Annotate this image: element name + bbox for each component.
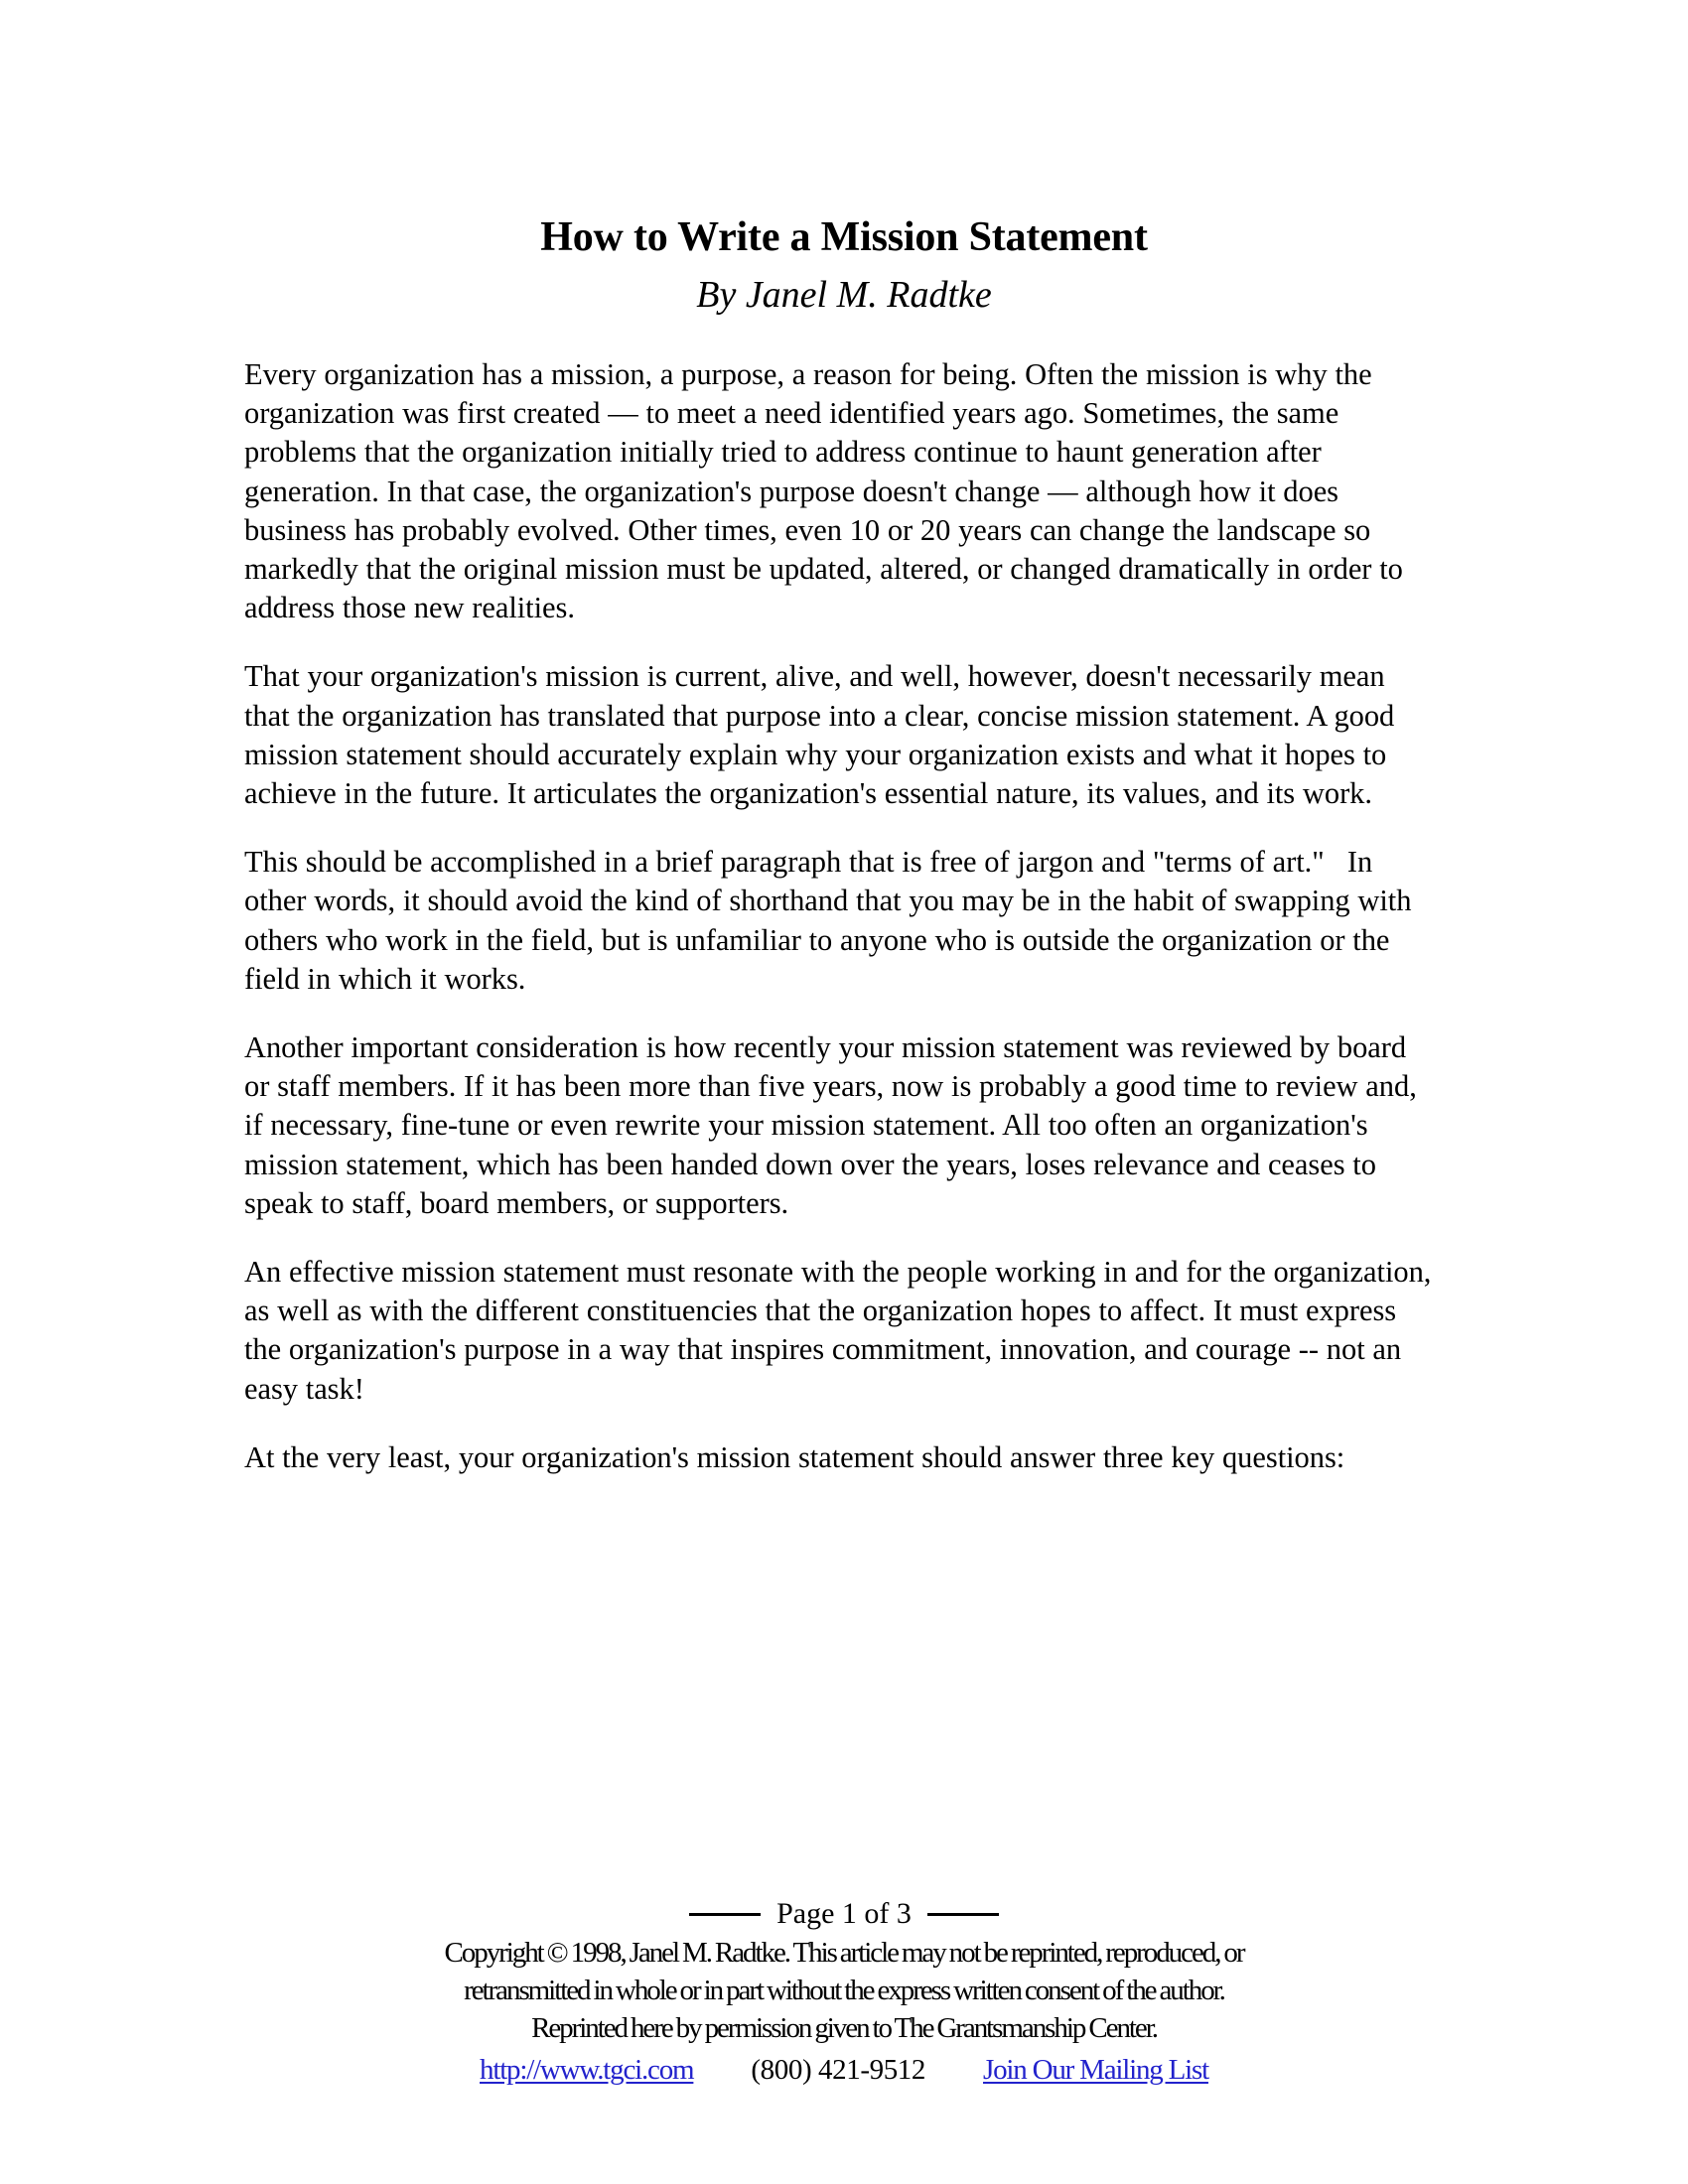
author-byline: By Janel M. Radtke bbox=[696, 274, 992, 316]
paragraph: Another important consideration is how recently your mission statement was reviewed by board or staff members. If it has been more than five years, now is probably a good time to review and, if necessary, fine-tune or even rewrite your mission statement. All too often an organization's mission statement, which has been handed down over the years, loses relevance and ceases to speak to staff, board members, or supporters. bbox=[244, 1030, 1425, 1220]
paragraph: At the very least, your organization's mission statement should answer three key questions: bbox=[244, 1439, 1345, 1474]
page-number-label: Page 1 of 3 bbox=[776, 1897, 912, 1930]
paragraph: This should be accomplished in a brief paragraph that is free of jargon and "terms of art." In other words, it should avoid the kind of shorthand that you may be in the habit of swapping with others who work in the field, but is unfamiliar to anyone who is outside the organization or the field in which it works. bbox=[244, 845, 1420, 996]
page-number-marker bbox=[0, 1894, 1688, 1934]
paragraph: An effective mission statement must resonate with the people working in and for the organization, as well as with the different constituencies that the organization hopes to affect. It must express the organization's purpose in a way that inspires commitment, innovation, and courage -- not an easy task! bbox=[244, 1255, 1440, 1406]
footer-links bbox=[0, 2050, 1688, 2090]
rule-right-icon bbox=[927, 1913, 999, 1916]
copyright-line-2: retransmitted in whole or in part without the express written consent of the author. bbox=[464, 1975, 1224, 2006]
phone-number: (800) 421-9512 bbox=[751, 2054, 926, 2086]
website-link[interactable]: http://www.tgci.com bbox=[480, 2054, 694, 2086]
copyright-line-1: Copyright © 1998, Janel M. Radtke. This article may not be reprinted, reproduced, or bbox=[444, 1937, 1244, 1969]
paragraph: That your organization's mission is current, alive, and well, however, doesn't necessarily mean that the organization has translated that purpose into a clear, concise mission statement. A good mission statement should accurately explain why your organization exists and what it hopes to achieve in the future. It articulates the organization's essential nature, its values, and its work. bbox=[244, 659, 1403, 811]
permission-line: Reprinted here by permission given to The Grantsmanship Center. bbox=[531, 2012, 1157, 2044]
rule-left-icon bbox=[689, 1913, 761, 1916]
page-title: How to Write a Mission Statement bbox=[540, 214, 1148, 261]
paragraph: Every organization has a mission, a purpose, a reason for being. Often the mission is why the organization was first created — to meet a need identified years ago. Sometimes, the same problems that the organization initially tried to address continue to haunt generation after generation. In that case, the organization's purpose doesn't change — although how it does business has probably evolved. Other times, even 10 or 20 years can change the landscape so markedly that the original mission must be updated, altered, or changed dramatically in order to address those new realities. bbox=[244, 357, 1411, 625]
mailing-list-link[interactable]: Join Our Mailing List bbox=[983, 2054, 1208, 2086]
article-body bbox=[244, 355, 1440, 1477]
page-footer bbox=[0, 1894, 1688, 2090]
